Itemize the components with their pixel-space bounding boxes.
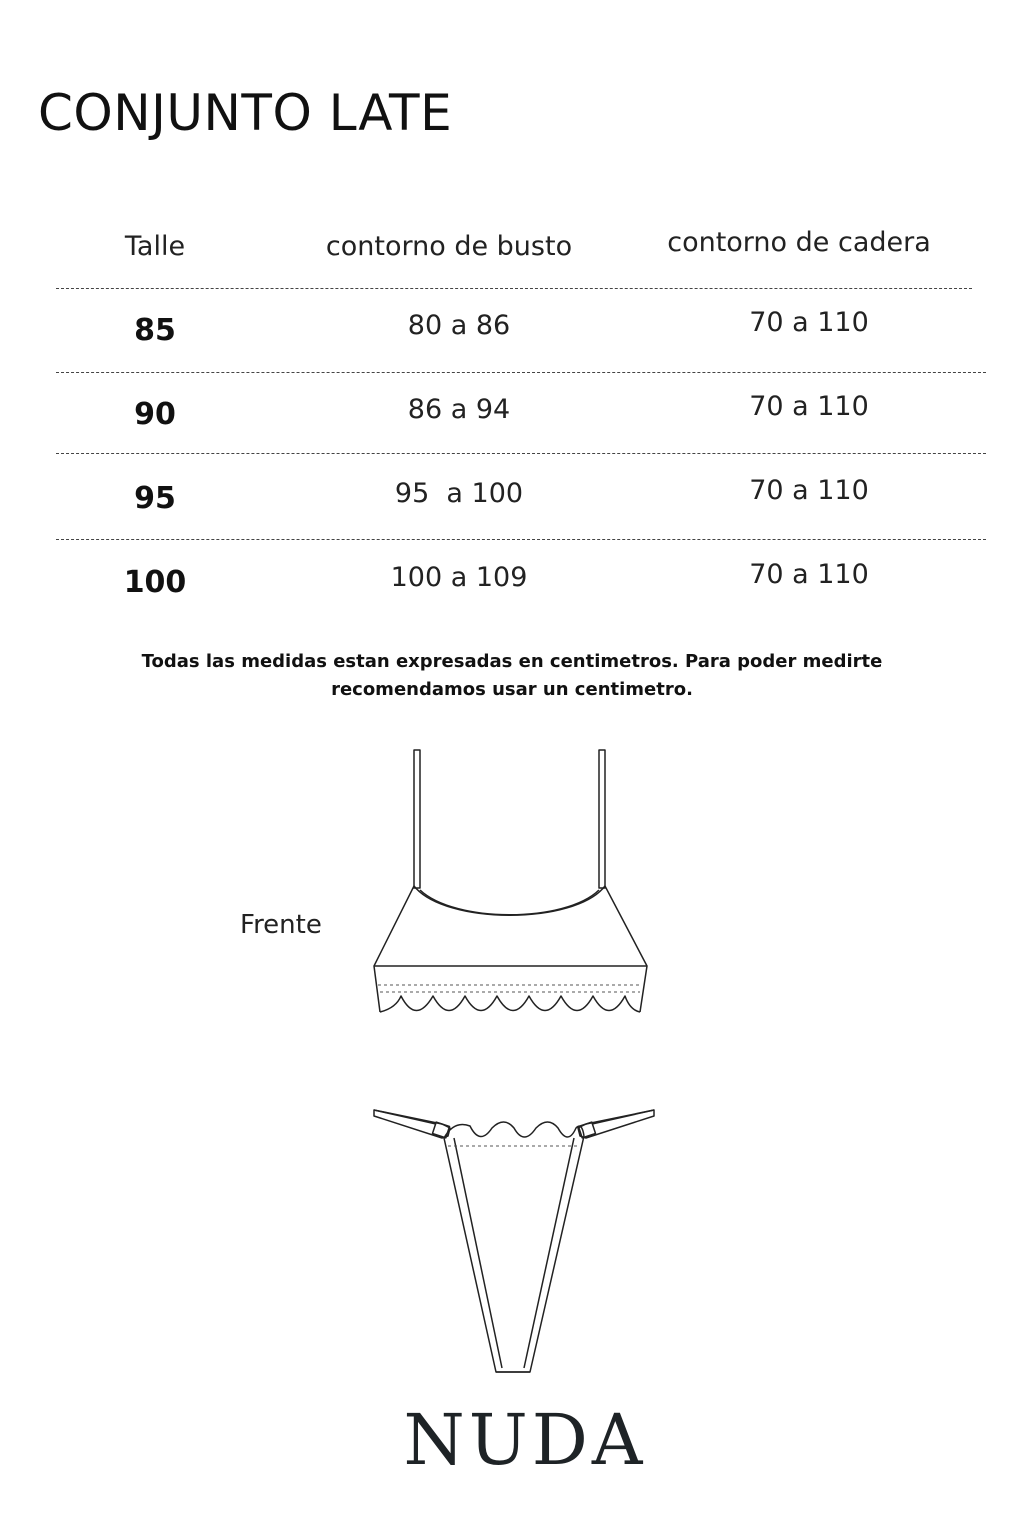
size-value: 95 <box>134 481 176 516</box>
table-divider <box>56 288 972 289</box>
size-value: 85 <box>134 313 176 348</box>
hip-value: 70 a 110 <box>749 475 869 506</box>
brand-logo: NUDA <box>403 1399 647 1481</box>
brief-illustration <box>370 1100 660 1380</box>
note-line-2: recomendamos usar un centimetro. <box>331 679 693 700</box>
note-line-1: Todas las medidas estan expresadas en centimetros. Para poder medirte <box>141 651 883 672</box>
size-value: 90 <box>134 397 176 432</box>
table-divider <box>56 539 986 540</box>
bust-value: 95 a 100 <box>394 478 524 509</box>
header-size: Talle <box>124 231 186 262</box>
table-divider <box>56 372 986 373</box>
header-bust: contorno de busto <box>325 231 573 262</box>
bra-top-illustration <box>360 740 660 1030</box>
header-hip: contorno de cadera <box>667 227 931 258</box>
bust-value: 80 a 86 <box>407 310 511 341</box>
bust-value: 100 a 109 <box>390 562 528 593</box>
hip-value: 70 a 110 <box>749 391 869 422</box>
hip-value: 70 a 110 <box>749 307 869 338</box>
measurement-note <box>100 648 924 704</box>
hip-value: 70 a 110 <box>749 559 869 590</box>
size-value: 100 <box>123 565 187 600</box>
view-label: Frente <box>240 910 322 940</box>
page-title: CONJUNTO LATE <box>38 84 453 142</box>
bust-value: 86 a 94 <box>407 394 511 425</box>
table-divider <box>56 453 986 454</box>
